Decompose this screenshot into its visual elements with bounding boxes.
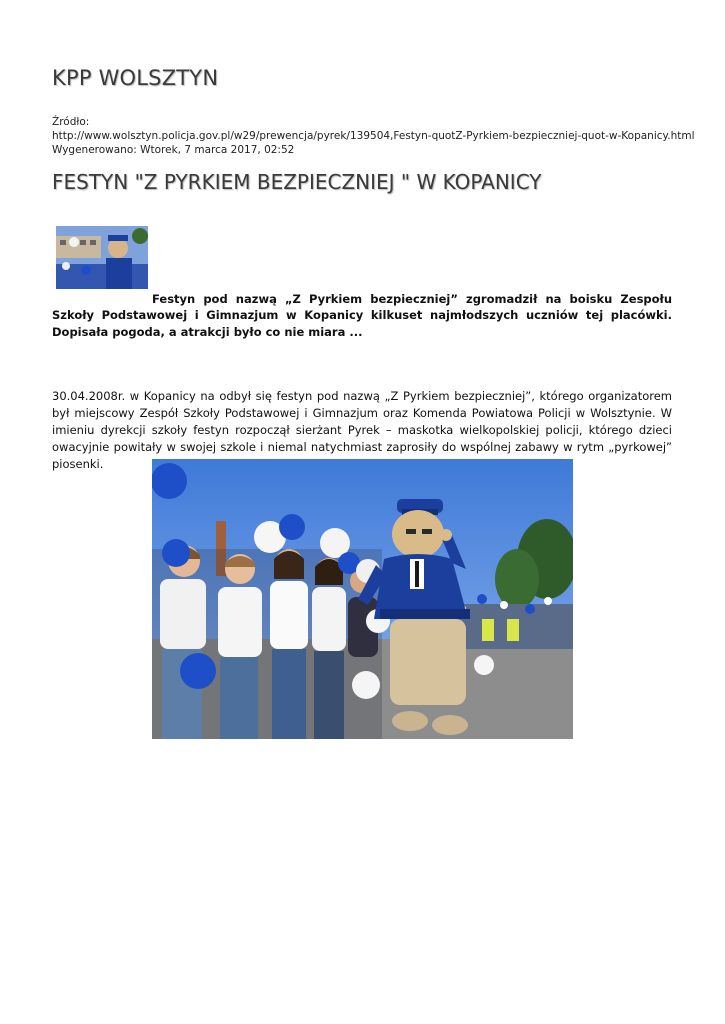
article-lead: Festyn pod nazwą „Z Pyrkiem bezpieczniej” zgromadził na boisku Zespołu Szkoły Podstawowej i Gimnazjum w Kopanicy kilkuset najmłodszych uczniów tej placówki. Dopisała pogoda, a atrakcji było co nie miara ... <box>52 291 672 339</box>
site-title: KPP WOLSZTYN <box>52 66 219 90</box>
source-url[interactable]: http://www.wolsztyn.policja.gov.pl/w29/prewencja/pyrek/139504,Festyn-quotZ-Pyrkiem-bezpieczniej-quot-w-Kopanicy.html <box>52 130 695 142</box>
article-title: FESTYN "Z PYRKIEM BEZPIECZNIEJ " W KOPANICY <box>52 170 542 194</box>
source-label: Źródło: <box>52 116 90 128</box>
generated-date: Wygenerowano: Wtorek, 7 marca 2017, 02:52 <box>52 144 295 156</box>
article-thumbnail <box>56 226 148 289</box>
article-body: 30.04.2008r. w Kopanicy na odbył się festyn pod nazwą „Z Pyrkiem bezpieczniej”, którego organizatorem był miejscowy Zespół Szkoły Podstawowej i Gimnazjum oraz Komenda Powiatowa Policji w Wolsztynie. W imieniu dyrekcji szkoły festyn rozpoczął sierżant Pyrek – maskotka wielkopolskiej policji, którego dzieci owacyjnie powitały w swojej szkole i niemal natychmiast zaprosiły do wspólnej zabawy w rytm „pyrkowej” piosenki. <box>52 388 672 471</box>
festival-photo <box>152 459 573 739</box>
source-meta <box>52 115 695 157</box>
